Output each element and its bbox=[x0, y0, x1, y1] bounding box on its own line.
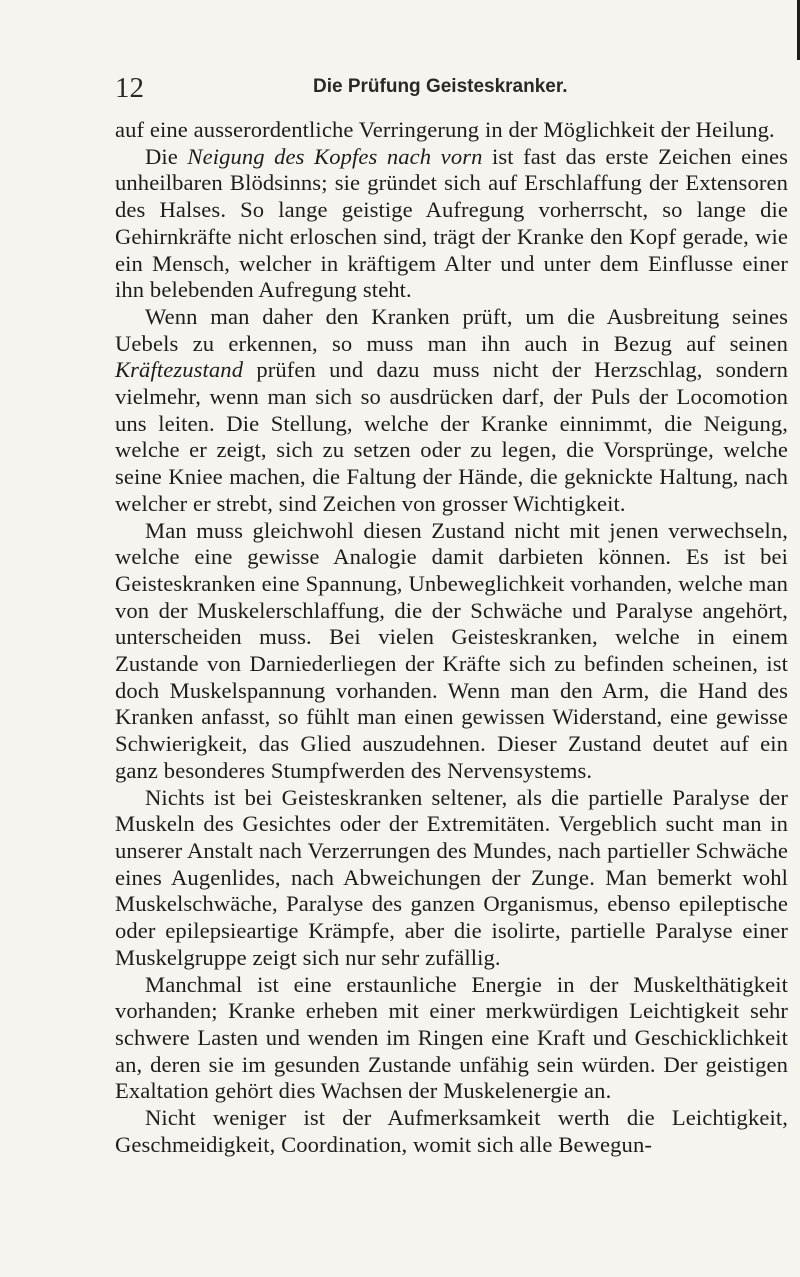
running-title: Die Prüfung Geisteskranker. bbox=[313, 76, 568, 97]
paragraph bbox=[115, 518, 788, 785]
text-segment: Manchmal ist eine erstaunliche Energie in der Muskelthätigkeit vorhanden; Kranke erheben mit einer merkwürdigen Leichtigkeit sehr schwere Lasten und wenden im Ringen eine Kraft und Geschicklichkeit an, deren sie im gesunden Zustande unfähig sein würden. Der geistigen Exaltation gehört dies Wachsen der Muskelenergie an. bbox=[115, 971, 788, 1104]
text-segment: prüfen und dazu muss nicht der Herzschlag, sondern vielmehr, wenn man sich so ausdrücken darf, der Puls der Locomotion uns leiten. Die Stellung, welche der Kranke einnimmt, die Neigung, welche er zeigt, sich zu setzen oder zu legen, die Vorsprünge, welche seine Kniee machen, die Faltung der Hände, die geknickte Haltung, nach welcher er strebt, sind Zeichen von grosser Wichtigkeit. bbox=[115, 357, 788, 516]
text-segment: auf eine ausserordentliche Verringerung in der Möglichkeit der Heilung. bbox=[115, 117, 775, 142]
emphasized-text: Neigung des Kopfes nach vorn bbox=[187, 143, 483, 169]
text-segment: Nicht weniger ist der Aufmerksamkeit werth die Leichtigkeit, Geschmeidigkeit, Coordination, womit sich alle Bewegun- bbox=[115, 1105, 788, 1157]
page-header bbox=[115, 72, 795, 106]
paragraph bbox=[115, 1105, 788, 1158]
emphasized-text: Kräftezustand bbox=[115, 357, 244, 383]
text-segment: Man muss gleichwohl diesen Zustand nicht mit jenen verwechseln, welche eine gewisse Analogie damit darbieten können. Es ist bei Geisteskranken eine Spannung, Unbeweglichkeit vorhanden, welche man von der Muskelerschlaffung, die der Schwäche und Paralyse angehört, unterscheiden muss. Bei vielen Geisteskranken, welche in einem Zustande von Darniederliegen der Kräfte sich zu befinden scheinen, ist doch Muskelspannung vorhanden. Wenn man den Arm, die Hand des Kranken anfasst, so fühlt man einen gewissen Widerstand, eine gewisse Schwierigkeit, das Glied auszudehnen. Dieser Zustand deutet auf ein ganz besonderes Stumpfwerden des Nervensystems. bbox=[115, 517, 788, 783]
page-number: 12 bbox=[115, 72, 144, 104]
paragraph bbox=[115, 144, 788, 304]
paragraph bbox=[115, 117, 788, 144]
body-text bbox=[115, 117, 788, 1158]
text-segment: Die bbox=[145, 143, 188, 169]
paragraph bbox=[115, 785, 788, 972]
text-segment: ist fast das erste Zeichen eines unheilbaren Blödsinns; sie gründet sich auf Erschlaffung der Extensoren des Halses. So lange geistige Aufregung vorherrscht, so lange die Gehirnkräfte nicht erloschen sind, trägt der Kranke den Kopf gerade, wie ein Mensch, welcher in kräftigem Alter und unter dem Einflusse einer ihn belebenden Aufregung steht. bbox=[115, 143, 789, 303]
text-segment: Nichts ist bei Geisteskranken seltener, als die partielle Paralyse der Muskeln des Gesichtes oder der Extremitäten. Vergeblich sucht man in unserer Anstalt nach Verzerrungen des Mundes, nach partieller Schwäche eines Augenlides, nach Abweichungen der Zunge. Man bemerkt wohl Muskelschwäche, Paralyse des ganzen Organismus, ebenso epileptische oder epilepsieartige Krämpfe, aber die isolirte, partielle Paralyse einer Muskelgruppe zeigt sich nur sehr zufällig. bbox=[115, 784, 788, 970]
paragraph bbox=[115, 304, 788, 518]
text-segment: Wenn man daher den Kranken prüft, um die Ausbreitung seines Uebels zu erkennen, so muss man ihn auch in Bezug auf seinen bbox=[115, 303, 788, 356]
paragraph bbox=[115, 972, 788, 1106]
